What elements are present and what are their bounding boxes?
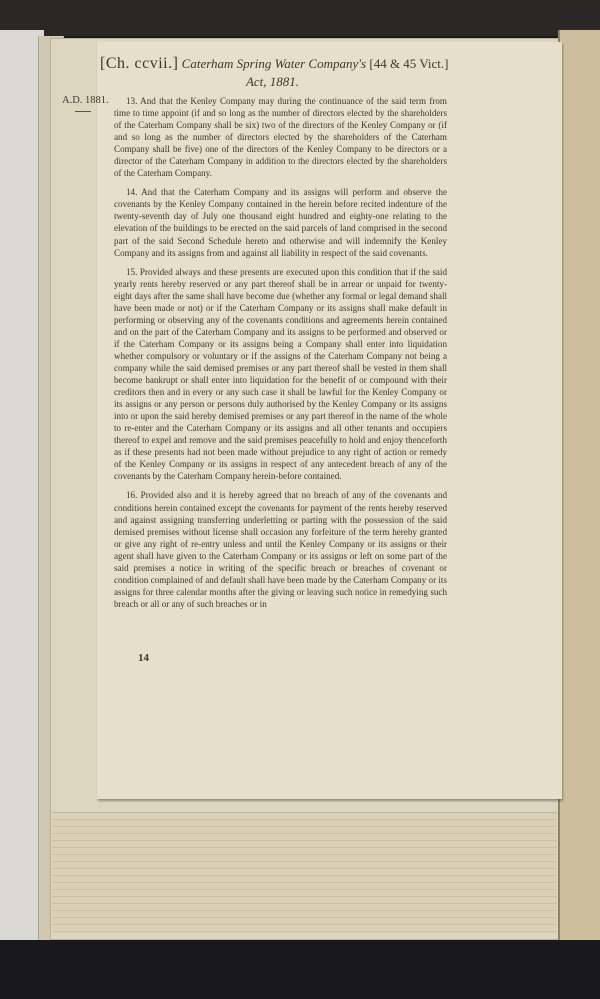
background-top — [0, 0, 600, 36]
margin-rule — [75, 111, 91, 112]
facing-page-edge — [558, 30, 600, 942]
margin-date: A.D. 1881. — [62, 95, 109, 106]
paragraph-15: 15. Provided always and these presents are executed upon this condition that if the said yearly rents hereby reserved or any part thereof shall be in arrear or unpaid for twenty-eight days after the same shall have become due (whether any formal or legal demand shall have been made or not) or if the Caterham Company or its assigns shall make default in performing or observing any of the covenants conditions and agreements herein contained and on the part of the Caterham Company and its assigns to be performed and observed or if the Caterham Company or its assigns being a Company shall enter into liquidation whether compulsory or voluntary or if the assigns of the Caterham Company not being a company while the said demised premises or any part thereof shall be vested in them shall become bankrupt or shall enter into liquidation for the benefit of or compound with their creditors then and in every or any such case it shall be lawful for the Kenley Company or its assigns or any person or persons duly authorised by the Kenley Company or its assigns into or upon the said hereby demised premises or any part thereof in the name of the whole to re-enter and the Caterham Company or its assigns and all other tenants and occupiers thereof to expel and remove and the said premises peacefully to hold and enjoy thenceforth as if these presents had not been made without prejudice to any right of action or remedy of the Kenley Company or its assigns in respect of any antecedent breach of any of the covenants by the Caterham Company herein-before contained. — [114, 266, 447, 482]
background-bottom — [0, 940, 600, 999]
regnal-year: [44 & 45 Vict.] — [369, 56, 449, 71]
paragraph-13: 13. And that the Kenley Company may during the continuance of the said term from time to time appoint (if and so long as the number of directors elected by the shareholders of the Caterham Company shall be six) two of the directors of the Kenley Company or (if and so long as the number of directors elected by the shareholders of the Caterham Company shall be five) one of the directors of the Kenley Company to be directors or a director of the Caterham Company in addition to the directors elected by the shareholders of the Caterham Company. — [114, 96, 447, 179]
paragraph-16: 16. Provided also and it is hereby agreed that no breach of any of the covenants and conditions herein contained except the covenants for payment of the rents hereby reserved and against assigning transferring underletting or parting with the possession of the said demised premises without license shall occasion any forfeiture of the term hereby granted or give any right of re-entry unless and until the Kenley Company or its assigns or their agent shall have given to the Caterham Company or its assigns or left on some part of the said premises a notice in writing of the specific breach or breaches of covenant or condition complained of and default shall have been made by the Caterham Company or its assigns for three calendar months after the giving or leaving such notice in remedying such breach or all or any of such breaches or in — [114, 490, 447, 609]
page-number: 14 — [138, 652, 149, 664]
act-title: Caterham Spring Water Company's — [181, 56, 367, 71]
chapter-number: [Ch. ccvii.] — [100, 55, 179, 72]
act-year: Act, 1881. — [245, 74, 300, 89]
running-header — [100, 55, 449, 90]
page-stack-bottom — [52, 812, 557, 933]
paragraph-14: 14. And that the Caterham Company and its assigns will perform and observe the covenants by the Kenley Company contained in the herein before recited indenture of the twenty-seventh day of July one thousand eight hundred and eighty-one relating to the elevation of the buildings to be erected on the said parcels of land comprised in the second part of the said Second Schedule hereto and otherwise and will indemnify the Kenley Company and its assigns from and against all liability in respect of the said covenants. — [114, 187, 447, 258]
header-line-2 — [100, 74, 445, 90]
header-line-1 — [100, 55, 449, 73]
document-body — [114, 95, 447, 617]
